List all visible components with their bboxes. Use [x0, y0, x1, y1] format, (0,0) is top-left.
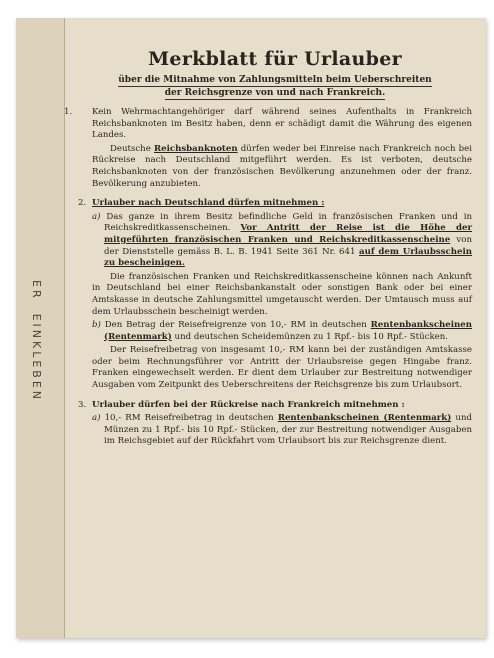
section-2-number: 2. — [78, 198, 87, 209]
section-2-item-b: b) Den Betrag der Reisefreigrenze von 10,- RM in deutschen Rentenbankscheinen (Rentenmark) und deutschen Scheidemünzen zu 1 Rpf.- bis 10 Rpf.- Stücken. — [92, 320, 472, 342]
leaflet-content — [64, 48, 473, 448]
subtitle-line-2: der Reichsgrenze von und nach Frankreich. — [164, 87, 386, 98]
item-b-label: b) — [92, 320, 101, 331]
leaflet-paper — [16, 18, 486, 638]
section-2-heading: 2. Urlauber nach Deutschland dürfen mitnehmen : — [78, 198, 325, 209]
declaration-requirement: Vor Antritt der Reise ist die Höhe der mitgeführten französischen Franken und Reichskreditkassenscheine — [104, 223, 472, 245]
subtitle-line-1: über die Mitnahme von Zahlungsmitteln beim Ueberschreiten — [118, 75, 432, 85]
section-1 — [64, 107, 473, 190]
section-3-heading: 3. Urlauber dürfen bei der Rückreise nach Frankreich mitnehmen : — [78, 399, 405, 410]
paste-stub — [16, 18, 65, 638]
certification-requirement: auf dem Urlaubsschein zu bescheinigen. — [104, 246, 472, 269]
rentenbankscheine-emphasis: Rentenbankscheinen (Rentenmark) — [104, 320, 472, 342]
section-2-item-b-note: Der Reisefreibetrag von insgesamt 10,- RM kann bei der zuständigen Amtskasse oder beim Rechnungsführer vor Antritt der Urlaubsreise gegen Hingabe franz. Franken eingewechselt werden. Er dient dem Urlauber zur Bestreitung notwendiger Ausgaben vom Zeitpunkt des Ueberschreitens der Reichsgrenze bis zum Urlaubsort. — [92, 345, 472, 391]
item-a-label: a) — [92, 211, 101, 222]
stub-label: ER EINKLEBEN — [30, 280, 43, 403]
section-3-item-a-label: a) — [92, 413, 101, 424]
section-2 — [78, 198, 472, 392]
reichsbanknoten-emphasis: Reichsbanknoten — [153, 143, 238, 154]
page-title: Merkblatt für Urlauber — [148, 48, 402, 70]
section-2-item-a: a) Das ganze in ihrem Besitz befindliche Geld in französischen Franken und in Reichskreditkassenscheinen. Vor Antritt der Reise ist die Höhe der mitgeführten französischen Franken und Reichskreditkassenscheine von der Dienststelle gemäss B. L. B. 1941 Seite 361 Nr. 641 auf dem Urlaubsschein zu bescheinigen. — [92, 211, 472, 269]
subtitle — [78, 74, 472, 99]
section-3-item-a: a) 10,- RM Reisefreibetrag in deutschen Rentenbankscheinen (Rentenmark) und Münzen zu 1 Rpf.- bis 10 Rpf.- Stücken, der zur Bestreitung notwendiger Ausgaben im Reichsgebiet auf der Rückfahrt vom Urlaubsort bis zur Reichsgrenze dient. — [92, 413, 472, 447]
section-2-item-a-note: Die französischen Franken und Reichskreditkassenscheine können nach Ankunft in Deutschland bei einer Reichsbankanstalt oder sonstigen Bank oder bei einer Amtskasse in deutsche Zahlungsmittel umgetauscht werden. Der Umtausch muss auf dem Urlaubsschein bescheinigt werden. — [92, 271, 472, 317]
section-1-paragraph-2: Deutsche Reichsbanknoten dürfen weder bei Einreise nach Frankreich noch bei Rückreise nach Deutschland mitgeführt werden. Es ist verboten, deutsche Reichsbanknoten von der französischen Bevölkerung anzunehmen oder der franz. Bevölkerung anzubieten. — [92, 143, 473, 189]
section-1-number: 1. — [64, 107, 73, 117]
section-3-rentenbankscheine-emphasis: Rentenbankscheinen (Rentenmark) — [277, 413, 452, 424]
section-3 — [78, 400, 472, 448]
section-1-paragraph-1: 1. Kein Wehrmachtangehöriger darf während seines Aufenthalts in Frankreich Reichsbanknoten im Besitz haben, denn er schädigt damit die Währung des eigenen Landes. — [64, 107, 472, 141]
section-3-number: 3. — [78, 399, 87, 410]
